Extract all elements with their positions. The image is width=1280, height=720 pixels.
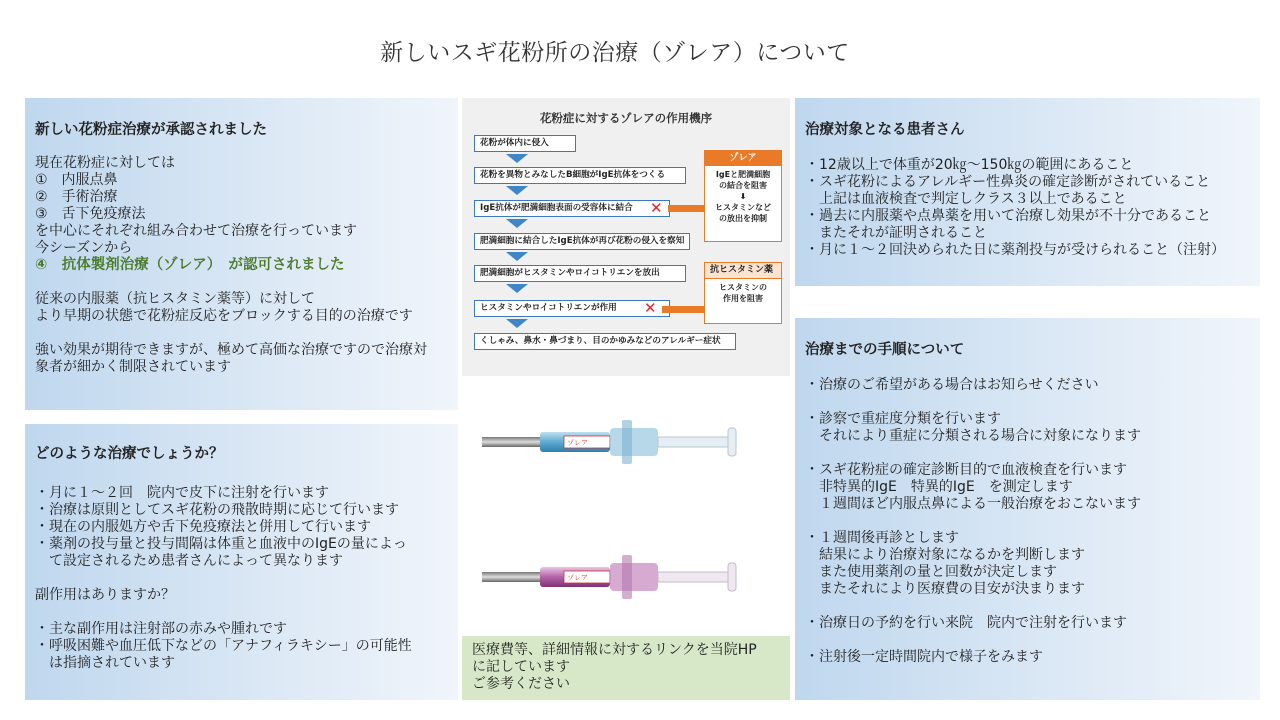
list-item: ② 手術治療 — [35, 189, 118, 205]
down-arrow-icon — [506, 154, 528, 163]
purple-syringe — [482, 555, 736, 599]
text-line: 従来の内服薬（抗ヒスタミン薬等）に対して — [35, 291, 315, 307]
bullet-item-cont: 上記は血液検査で判定しクラス３以上であること — [805, 191, 1127, 207]
bullet-item: ・呼吸困難や血圧低下などの「アナフィラキシー」の可能性 — [35, 638, 412, 654]
connector-bar — [662, 306, 704, 313]
diagram-step-1: 花粉が体内に侵入 — [474, 135, 576, 152]
target-patients-panel — [795, 98, 1260, 286]
syringe-images — [462, 380, 790, 630]
step-item-cont: またそれにより医療費の目安が決まります — [805, 581, 1085, 597]
bullet-item-cont: て設定されるため患者さんによって異なります — [35, 553, 343, 569]
target-patients-title: 治療対象となる患者さん — [805, 122, 965, 138]
antihistamine-box — [704, 262, 782, 324]
diagram-step-6: ヒスタミンやロイコトリエンが作用 — [474, 300, 670, 317]
diagram-step-7: くしゃみ、鼻水・鼻づまり、目のかゆみなどのアレルギー症状 — [474, 333, 736, 350]
diagram-title: 花粉症に対するゾレアの作用機序 — [539, 111, 713, 125]
bullet-item: ・スギ花粉によるアレルギー性鼻炎の確定診断がされていること — [805, 174, 1211, 190]
block-x-icon: ✕ — [644, 299, 657, 317]
highlight-approved: ④ 抗体製剤治療（ゾレア） が認可されました — [35, 257, 345, 273]
bullet-item: ・12歳以上で体重が20㎏～150㎏の範囲にあること — [805, 157, 1134, 173]
bullet-item: ・月に１～２回決められた日に薬剤投与が受けられること（注射） — [805, 242, 1225, 258]
step-item-cont: １週間ほど内服点鼻による一般治療をおこないます — [805, 496, 1141, 512]
step-item-cont: また使用薬剤の量と回数が決定します — [805, 564, 1057, 580]
block-x-icon: ✕ — [650, 199, 663, 217]
procedure-title: 治療までの手順について — [805, 342, 965, 358]
bullet-item: ・主な副作用は注射部の赤みや腫れです — [35, 621, 287, 637]
text-line: 現在花粉症に対しては — [35, 155, 175, 171]
antihistamine-box-title: 抗ヒスタミン薬 — [705, 263, 781, 279]
procedure-panel — [795, 318, 1260, 700]
xolair-box-body: IgEと肥満細胞 の結合を阻害 ⬇ ヒスタミンなど の放出を抑制 — [715, 170, 771, 223]
step-item-cont: 非特異的IgE 特異的IgE を測定します — [805, 479, 1073, 495]
connector-bar — [668, 205, 704, 212]
what-treatment-panel — [25, 424, 458, 700]
syringe-label-purple: ゾレア — [567, 574, 588, 582]
text-line: 象者が細かく制限されています — [35, 359, 231, 375]
step-item: ・注射後一定時間院内で様子をみます — [805, 649, 1043, 665]
step-item: ・スギ花粉症の確定診断目的で血液検査を行います — [805, 462, 1127, 478]
diagram-step-4: 肥満細胞に結合したIgE抗体が再び花粉の侵入を察知 — [474, 233, 690, 250]
bullet-item: ・現在の内服処方や舌下免疫療法と併用して行います — [35, 519, 371, 535]
text-line: を中心にそれぞれ組み合わせて治療を行っています — [35, 223, 357, 239]
bullet-item: ・過去に内服薬や点鼻薬を用いて治療し効果が不十分であること — [805, 208, 1211, 224]
step-item: ・治療のご希望がある場合はお知らせください — [805, 377, 1099, 393]
list-item: ③ 舌下免疫療法 — [35, 206, 146, 222]
bullet-item-cont: は指摘されています — [35, 655, 175, 671]
syringe-label-blue: ゾレア — [567, 439, 588, 447]
down-arrow-icon — [506, 319, 528, 328]
list-item: ① 内服点鼻 — [35, 172, 118, 188]
page-title: 新しいスギ花粉所の治療（ゾレア）について — [380, 40, 850, 66]
new-treatment-panel — [25, 98, 458, 410]
diagram-step-2: 花粉を異物とみなしたB細胞がIgE抗体をつくる — [474, 167, 686, 184]
bullet-item: ・治療は原則としてスギ花粉の飛散時期に応じて行います — [35, 502, 399, 518]
bullet-item: ・薬剤の投与量と投与間隔は体重と血液中のIgEの量によっ — [35, 536, 407, 552]
bullet-item-cont: またそれが証明されること — [805, 225, 987, 241]
bullet-item: ・月に１～２回 院内で皮下に注射を行います — [35, 485, 329, 501]
step-item-cont: それにより重症に分類される場合に対象になります — [805, 428, 1141, 444]
step-item-cont: 結果により治療対象になるかを判断します — [805, 547, 1085, 563]
text-line: 今シーズンから — [35, 240, 133, 256]
down-arrow-icon — [506, 219, 528, 228]
antihistamine-box-body: ヒスタミンの 作用を阻害 — [719, 283, 767, 303]
mechanism-diagram — [462, 98, 790, 376]
text-line: 強い効果が期待できますが、極めて高価な治療ですので治療対 — [35, 342, 427, 358]
xolair-box-title: ゾレア — [705, 151, 781, 166]
diagram-step-3: IgE抗体が肥満細胞表面の受容体に結合 — [474, 200, 670, 217]
hp-link-note: 医療費等、詳細情報に対するリンクを当院HP に記しています ご参考ください — [462, 636, 790, 700]
step-item: ・診察で重症度分類を行います — [805, 411, 1001, 427]
blue-syringe — [482, 420, 736, 464]
what-treatment-title: どのような治療でしょうか？ — [35, 446, 224, 462]
down-arrow-icon — [506, 252, 528, 261]
down-arrow-icon — [506, 284, 528, 293]
step-item: ・治療日の予約を行い来院 院内で注射を行います — [805, 615, 1127, 631]
down-arrow-icon — [506, 186, 528, 195]
diagram-step-5: 肥満細胞がヒスタミンやロイコトリエンを放出 — [474, 265, 686, 282]
new-treatment-title: 新しい花粉症治療が承認されました — [35, 122, 267, 138]
step-item: ・１週間後再診とします — [805, 530, 959, 546]
xolair-box — [704, 150, 782, 242]
side-effect-question: 副作用はありますか？ — [35, 587, 175, 603]
text-line: より早期の状態で花粉症反応をブロックする目的の治療です — [35, 308, 413, 324]
